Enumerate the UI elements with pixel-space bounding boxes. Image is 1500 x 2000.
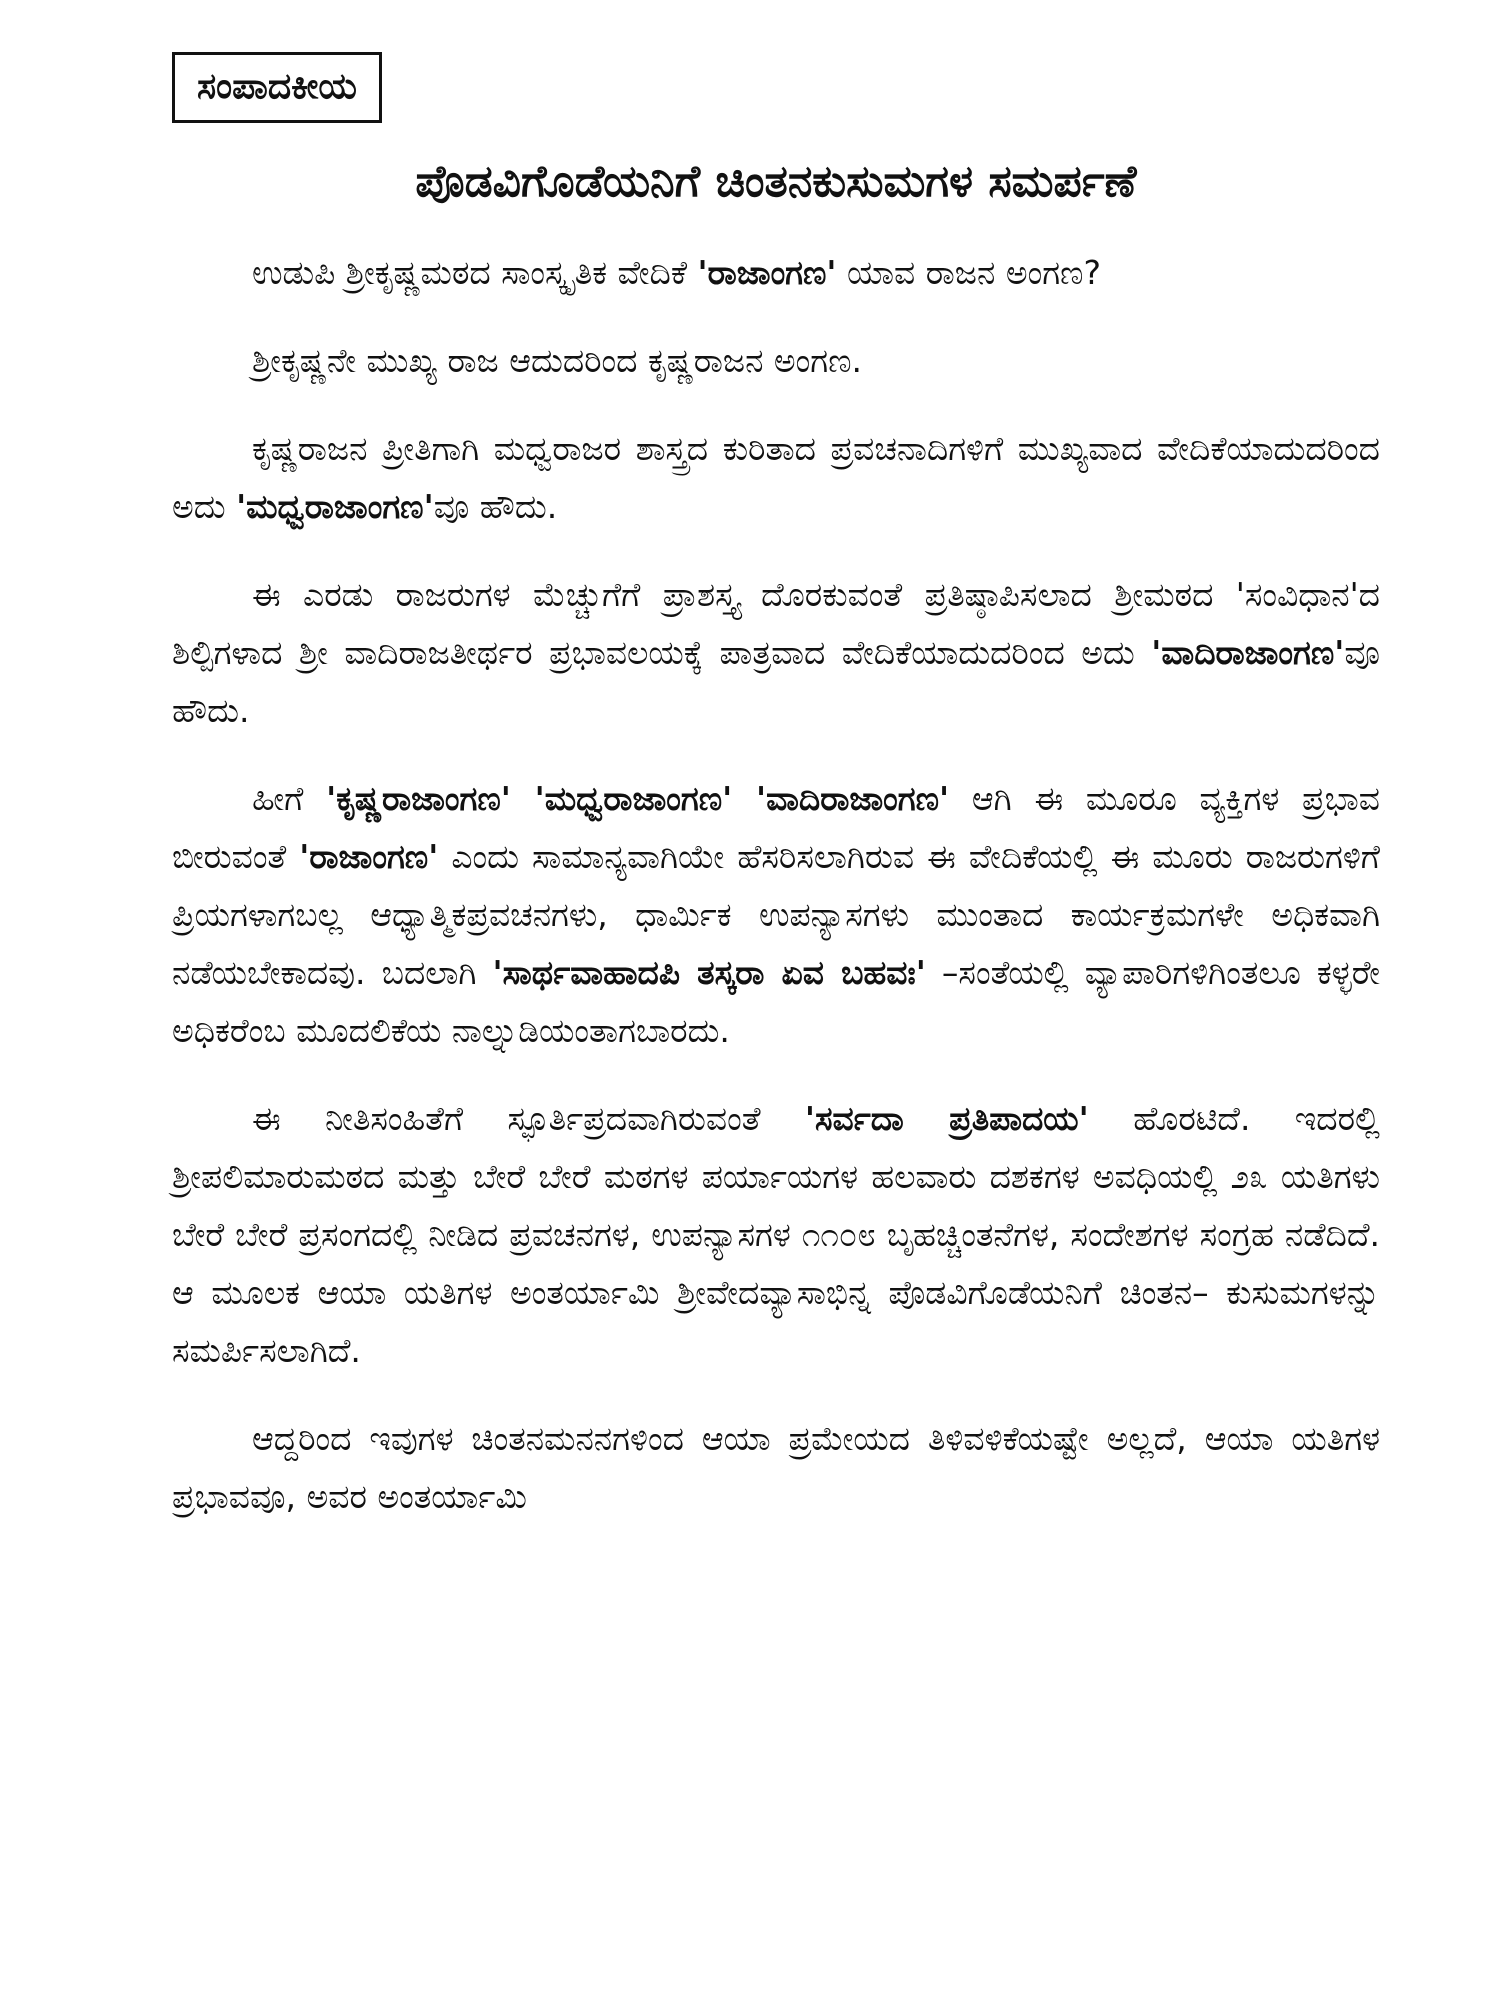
paragraph-text: –ಸಂತೆಯಲ್ಲಿ ವ್ಯಾಪಾರಿಗಳಿಗಿಂತಲೂ ಕಳ್ಳರೇ ಅಧಿಕರೆಂಬ ಮೂದಲಿಕೆಯ ನಾಲ್ನುಡಿಯಂತಾಗಬಾರದು. (172, 953, 1381, 1051)
paragraph-4 (172, 566, 1380, 740)
paragraph-text: ಶ್ರೀಕೃಷ್ಣನೇ ಮುಖ್ಯ ರಾಜ ಆದುದರಿಂದ ಕೃಷ್ಣರಾಜನ ಅಂಗಣ. (252, 341, 863, 381)
paragraph-text: ಹೀಗೆ (252, 779, 327, 819)
paragraph-5 (172, 770, 1380, 1060)
paragraph-text: ಈ ಎರಡು ರಾಜರುಗಳ ಮೆಚ್ಚುಗೆಗೆ ಪ್ರಾಶಸ್ತ್ಯ ದೊರಕುವಂತೆ ಪ್ರತಿಷ್ಠಾಪಿಸಲಾದ ಶ್ರೀಮಠದ 'ಸಂವಿಧಾನ'ದ ಶಿಲ್ಪಿಗಳಾದ ಶ್ರೀ ವಾದಿರಾಜತೀರ್ಥರ ಪ್ರಭಾವಲಯಕ್ಕೆ ಪಾತ್ರವಾದ ವೇದಿಕೆಯಾದುದರಿಂದ ಅದು (172, 575, 1380, 673)
paragraph-emphasis: 'ಸಾರ್ಥವಾಹಾದಪಿ ತಸ್ಕರಾ ಏವ ಬಹವಃ' (492, 953, 926, 993)
paragraph-2 (172, 332, 1380, 390)
paragraph-text: ಉಡುಪಿ ಶ್ರೀಕೃಷ್ಣಮಠದ ಸಾಂಸ್ಕೃತಿಕ ವೇದಿಕೆ (252, 253, 698, 293)
paragraph-text: ವೂ ಹೌದು. (433, 487, 558, 527)
paragraph-emphasis: 'ವಾದಿರಾಜಾಂಗಣ' (1151, 633, 1345, 673)
paragraph-text: ಈ ನೀತಿಸಂಹಿತೆಗೆ ಸ್ಫೂರ್ತಿಪ್ರದವಾಗಿರುವಂತೆ (252, 1099, 805, 1139)
paragraph-text: ಯಾವ ರಾಜನ ಅಂಗಣ? (836, 253, 1101, 293)
paragraph-emphasis: 'ಸರ್ವದಾ ಪ್ರತಿಪಾದಯ' (804, 1099, 1089, 1139)
paragraph-7 (172, 1410, 1380, 1526)
paragraph-emphasis: 'ರಾಜಾಂಗಣ' (299, 837, 439, 877)
paragraph-text: ಎಂದು ಸಾಮಾನ್ಯವಾಗಿಯೇ ಹೆಸರಿಸಲಾಗಿರುವ ಈ ವೇದಿಕೆಯಲ್ಲಿ ಈ ಮೂರು ರಾಜರುಗಳಿಗೆ ಪ್ರಿಯಗಳಾಗಬಲ್ಲ ಆಧ್ಯಾತ್ಮಿಕಪ್ರವಚನಗಳು, ಧಾರ್ಮಿಕ ಉಪನ್ಯಾಸಗಳು ಮುಂತಾದ ಕಾರ್ಯಕ್ರಮಗಳೇ ಅಧಿಕವಾಗಿ ನಡೆಯಬೇಕಾದವು. ಬದಲಾಗಿ (172, 837, 1380, 993)
paragraph-emphasis: 'ಮಧ್ವರಾಜಾಂಗಣ' (236, 487, 434, 527)
paragraph-text: ಆದ್ದರಿಂದ ಇವುಗಳ ಚಿಂತನಮನನಗಳಿಂದ ಆಯಾ ಪ್ರಮೇಯದ ತಿಳಿವಳಿಕೆಯಷ್ಟೇ ಅಲ್ಲದೆ, ಆಯಾ ಯತಿಗಳ ಪ್ರಭಾವವೂ, ಅವರ ಅಂತರ್ಯಾಮಿ (172, 1419, 1380, 1517)
paragraph-text: ವೂ ಹೌದು. (172, 633, 1380, 731)
section-label: ಸಂಪಾದಕೀಯ (172, 52, 382, 123)
paragraph-emphasis: 'ರಾಜಾಂಗಣ' (697, 253, 837, 293)
paragraph-1 (172, 244, 1380, 302)
paragraph-emphasis: 'ಕೃಷ್ಣರಾಜಾಂಗಣ' 'ಮಧ್ವರಾಜಾಂಗಣ' 'ವಾದಿರಾಜಾಂಗಣ' (326, 779, 950, 819)
paragraph-text: ಹೊರಟಿದೆ. ಇದರಲ್ಲಿ ಶ್ರೀಪಲಿಮಾರುಮಠದ ಮತ್ತು ಬೇರೆ ಬೇರೆ ಮಠಗಳ ಪರ್ಯಾಯಗಳ ಹಲವಾರು ದಶಕಗಳ ಅವಧಿಯಲ್ಲಿ ೨೩ ಯತಿಗಳು ಬೇರೆ ಬೇರೆ ಪ್ರಸಂಗದಲ್ಲಿ ನೀಡಿದ ಪ್ರವಚನಗಳ, ಉಪನ್ಯಾಸಗಳ ೧೧೦೮ ಬೃಹಚ್ಚಿಂತನೆಗಳ, ಸಂದೇಶಗಳ ಸಂಗ್ರಹ ನಡೆದಿದೆ. ಆ ಮೂಲಕ ಆಯಾ ಯತಿಗಳ ಅಂತರ್ಯಾಮಿ ಶ್ರೀವೇದವ್ಯಾಸಾಭಿನ್ನ ಪೊಡವಿಗೊಡೆಯನಿಗೆ ಚಿಂತನ– ಕುಸುಮಗಳನ್ನು ಸಮರ್ಪಿಸಲಾಗಿದೆ. (172, 1099, 1380, 1371)
paragraph-6 (172, 1090, 1380, 1380)
paragraph-3 (172, 420, 1380, 536)
paragraph-text: ಕೃಷ್ಣರಾಜನ ಪ್ರೀತಿಗಾಗಿ ಮಧ್ವರಾಜರ ಶಾಸ್ತ್ರದ ಕುರಿತಾದ ಪ್ರವಚನಾದಿಗಳಿಗೆ ಮುಖ್ಯವಾದ ವೇದಿಕೆಯಾದುದರಿಂದ ಅದು (172, 429, 1380, 527)
paragraph-text: ಆಗಿ ಈ ಮೂರೂ ವ್ಯಕ್ತಿಗಳ ಪ್ರಭಾವ ಬೀರುವಂತೆ (172, 779, 1380, 877)
page-title: ಪೊಡವಿಗೊಡೆಯನಿಗೆ ಚಿಂತನಕುಸುಮಗಳ ಸಮರ್ಪಣೆ (415, 156, 1137, 208)
